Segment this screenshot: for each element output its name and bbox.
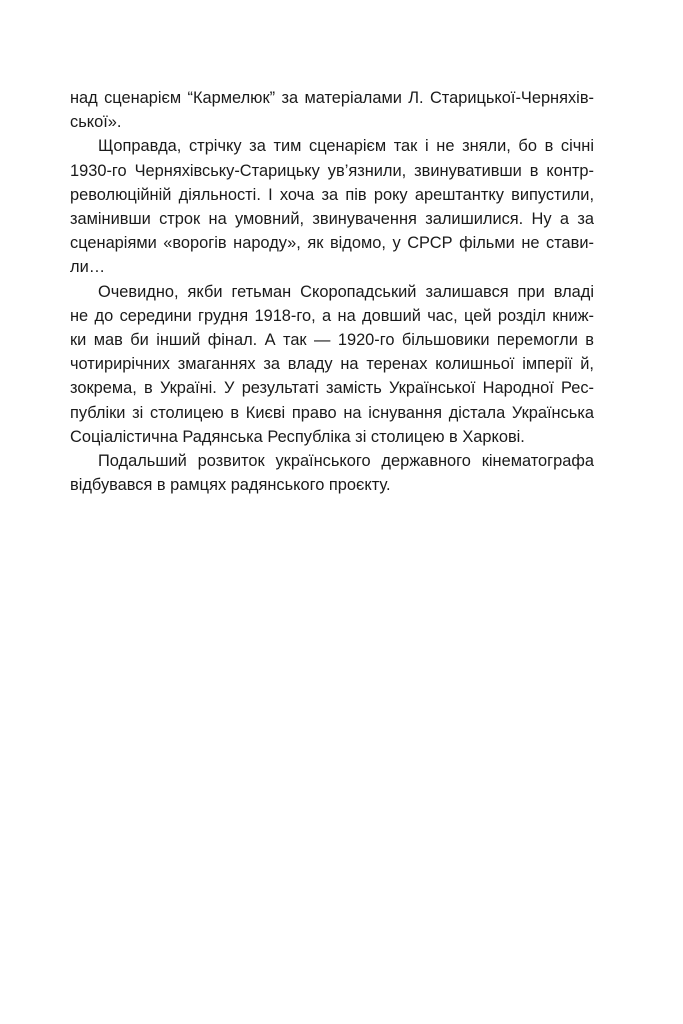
body-text	[70, 86, 594, 497]
text-line: Соціалістична Радянська Республіка зі столицею в Харкові.	[70, 427, 525, 446]
text-line: ли…	[70, 258, 106, 277]
text-line: зокрема, в Україні. У результаті замість Української Народної Рес-	[70, 379, 594, 398]
text-line: над сценарієм “Кармелюк” за матеріалами Л. Старицької-Черняхів-	[70, 89, 594, 107]
paragraph	[70, 449, 594, 497]
text-line: Очевидно, якби гетьман Скоропадський залишався при владі	[98, 282, 594, 301]
text-line: відбувався в рамцях радянського проєкту.	[70, 476, 391, 495]
paragraph	[70, 280, 594, 449]
text-line: Щоправда, стрічку за тим сценарієм так і не зняли, бо в січні	[98, 137, 594, 156]
paragraph	[70, 134, 594, 279]
text-line: сценаріями «ворогів народу», як відомо, у СРСР фільми не стави-	[70, 234, 594, 253]
text-line: замінивши строк на умовний, звинувачення залишилися. Ну а за	[70, 210, 594, 229]
text-line: Подальший розвиток українського державного кінематографа	[98, 452, 594, 471]
text-line: ської».	[70, 113, 122, 132]
text-line: революційній діяльності. І хоча за пів року арештантку випустили,	[70, 185, 594, 204]
paragraph	[70, 86, 594, 134]
text-line: 1930-го Черняхівську-Старицьку ув’язнили, звинувативши в контр-	[70, 161, 594, 180]
text-line: ки мав би інший фінал. А так — 1920-го більшовики перемогли в	[70, 331, 594, 350]
text-line: публіки зі столицею в Києві право на існування дістала Українська	[70, 403, 594, 422]
text-line: чотирирічних змаганнях за владу на теренах колишньої імперії й,	[70, 355, 594, 374]
text-line: не до середини грудня 1918-го, а на довший час, цей розділ книж-	[70, 306, 594, 325]
